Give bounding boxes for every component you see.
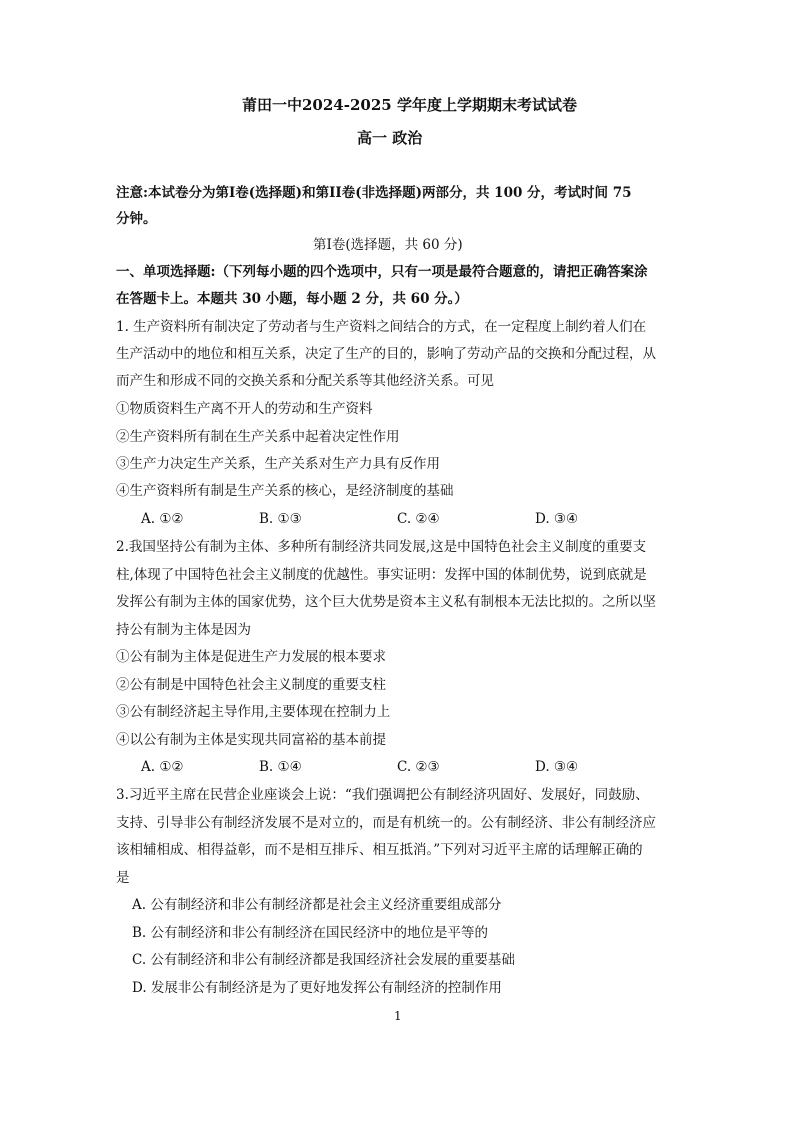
- q1-item-4: ④生产资料所有制是生产关系的核心，是经济制度的基础: [116, 483, 454, 499]
- q3-option-b: B. 公有制经济和非公有制经济在国民经济中的地位是平等的: [132, 925, 489, 941]
- q1-stem-1: 1. 生产资料所有制决定了劳动者与生产资料之间结合的方式，在一定程度上制约着人们在: [116, 319, 647, 335]
- q1-stem-2: 生产活动中的地位和相互关系，决定了生产的目的，影响了劳动产品的交换和分配过程，从: [116, 346, 656, 362]
- section-instruction-2: 在答题卡上。本题共 30 小题，每小题 2 分，共 60 分。）: [116, 291, 468, 307]
- q3-stem-3: 该相辅相成、相得益彰，而不是相互排斥、相互抵消。”下列对习近平主席的话理解正确的: [116, 842, 643, 858]
- q1-options: [0, 510, 794, 528]
- q2-stem-1: 2.我国坚持公有制为主体、多种所有制经济共同发展,这是中国特色社会主义制度的重要支: [116, 539, 647, 555]
- q2-option-b: B. ①④: [259, 759, 302, 775]
- q1-stem-3: 而产生和形成不同的交换关系和分配关系等其他经济关系。可见: [116, 373, 494, 389]
- q2-item-2: ②公有制是中国特色社会主义制度的重要支柱: [116, 677, 386, 693]
- q2-option-a: A. ①②: [141, 759, 184, 775]
- q3-option-d: D. 发展非公有制经济是为了更好地发挥公有制经济的控制作用: [132, 980, 502, 996]
- exam-title: 莆田一中2024-2025 学年度上学期期末考试试卷: [242, 96, 577, 114]
- notice-line-2: 分钟。: [116, 211, 157, 227]
- q3-stem-4: 是: [116, 870, 130, 886]
- q3-option-c: C. 公有制经济和非公有制经济都是我国经济社会发展的重要基础: [132, 952, 515, 968]
- q3-option-a: A. 公有制经济和非公有制经济都是社会主义经济重要组成部分: [132, 897, 502, 913]
- q1-option-a: A. ①②: [141, 511, 184, 527]
- q1-item-2: ②生产资料所有制在生产关系中起着决定性作用: [116, 429, 400, 445]
- q2-item-4: ④以公有制为主体是实现共同富裕的基本前提: [116, 732, 386, 748]
- notice-line-1: 注意:本试卷分为第Ⅰ卷(选择题)和第II卷(非选择题)两部分，共 100 分，考试时间 75: [116, 185, 632, 201]
- section-heading: 第Ⅰ卷(选择题，共 60 分): [313, 237, 463, 253]
- q3-stem-2: 支持、引导非公有制经济发展不是对立的，而是有机统一的。公有制经济、非公有制经济应: [116, 815, 656, 831]
- q1-option-d: D. ③④: [535, 511, 579, 527]
- q2-item-3: ③公有制经济起主导作用,主要体现在控制力上: [116, 704, 391, 720]
- q2-options: [0, 758, 794, 776]
- q2-stem-4: 持公有制为主体是因为: [116, 622, 251, 638]
- exam-subtitle: 高一 政治: [357, 129, 423, 147]
- q1-item-3: ③生产力决定生产关系，生产关系对生产力具有反作用: [116, 456, 440, 472]
- q2-option-d: D. ③④: [535, 759, 579, 775]
- q3-stem-1: 3.习近平主席在民营企业座谈会上说：“我们强调把公有制经济巩固好、发展好，同鼓励、: [116, 787, 649, 803]
- q2-stem-2: 柱,体现了中国特色社会主义制度的优越性。事实证明：发挥中国的体制优势，说到底就是: [116, 567, 647, 583]
- q2-item-1: ①公有制为主体是促进生产力发展的根本要求: [116, 649, 386, 665]
- q1-option-c: C. ②④: [397, 511, 440, 527]
- section-instruction-1: 一、单项选择题:（下列每小题的四个选项中，只有一项是最符合题意的，请把正确答案涂: [116, 264, 648, 280]
- page-number: 1: [394, 1009, 402, 1023]
- q1-option-b: B. ①③: [259, 511, 302, 527]
- q2-option-c: C. ②③: [397, 759, 440, 775]
- q1-item-1: ①物质资料生产离不开人的劳动和生产资料: [116, 401, 373, 417]
- q2-stem-3: 发挥公有制为主体的国家优势，这个巨大优势是资本主义私有制根本无法比拟的。之所以坚: [116, 594, 656, 610]
